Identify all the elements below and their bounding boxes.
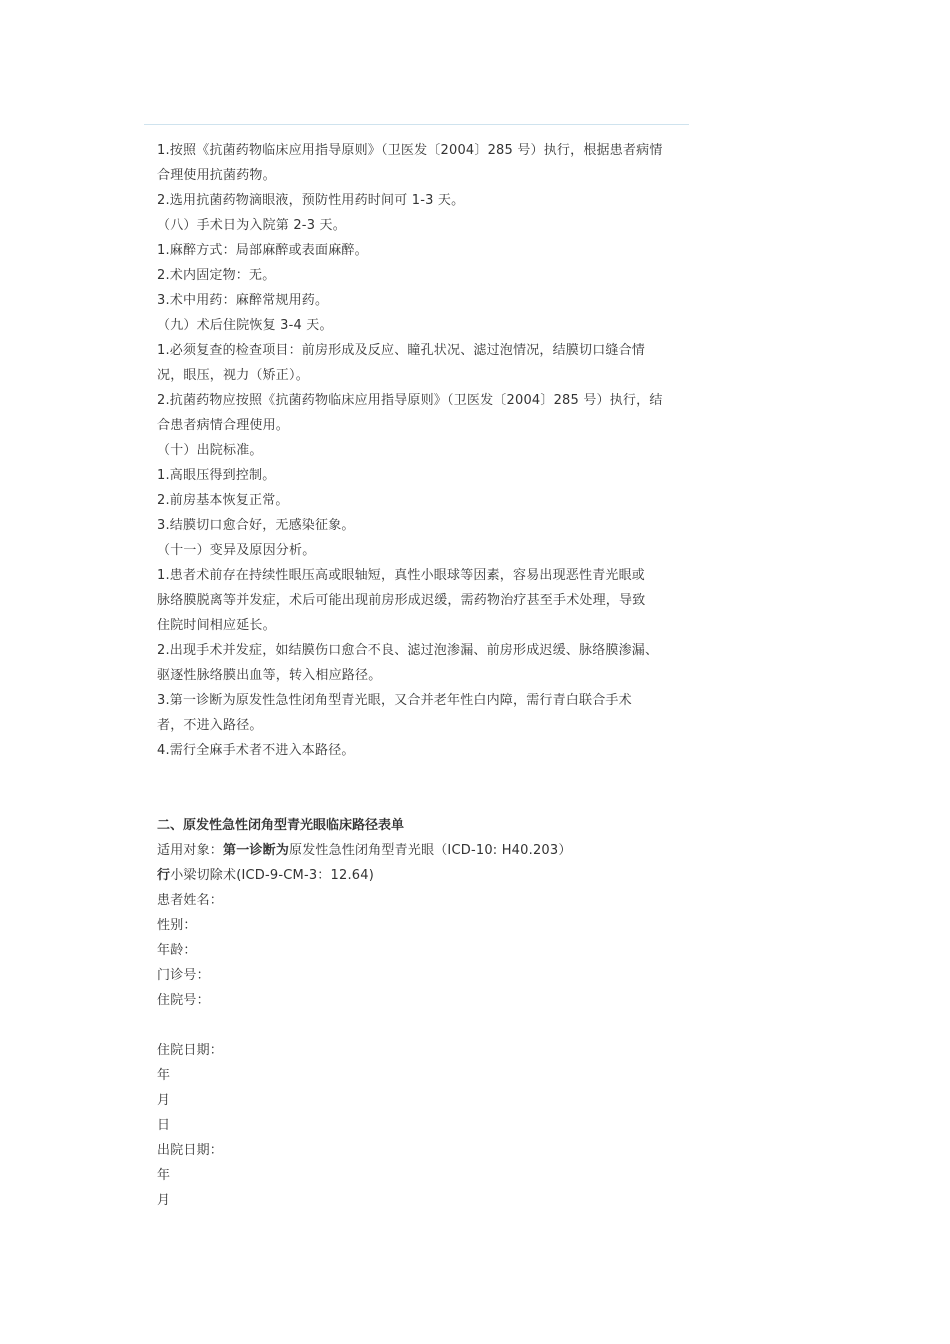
text-line: 4.需行全麻手术者不进入本路径。: [157, 743, 355, 758]
scope-line: [157, 838, 682, 863]
text-line: 1.按照《抗菌药物临床应用指导原则》（卫医发〔2004〕285 号）执行，根据患者病情: [157, 143, 663, 158]
text-line: 1.必须复查的检查项目：前房形成及反应、瞳孔状况、滤过泡情况，结膜切口缝合情: [157, 343, 646, 358]
text-line: 2.术内固定物：无。: [157, 268, 276, 283]
field-outpatient-no: 门诊号：: [157, 968, 210, 983]
scope-bold: 第一诊断为: [223, 843, 290, 858]
field-admission-month: 月: [157, 1093, 171, 1108]
pathway-text-block: [157, 138, 682, 763]
section-heading-8: （八）手术日为入院第 2-3 天。: [157, 218, 346, 233]
text-line: 驱逐性脉络膜出血等，转入相应路径。: [157, 668, 382, 683]
procedure-name: 小梁切除术(ICD-9-CM-3：12.64): [170, 868, 374, 883]
field-admission-year: 年: [157, 1068, 171, 1083]
scope-diagnosis: 原发性急性闭角型青光眼（ICD-10: H40.203）: [289, 843, 572, 858]
text-line: 者，不进入路径。: [157, 718, 263, 733]
text-line: 2.前房基本恢复正常。: [157, 493, 289, 508]
text-line: 合患者病情合理使用。: [157, 418, 290, 433]
procedure-bold: 行: [157, 868, 171, 883]
text-line: 脉络膜脱离等并发症，术后可能出现前房形成迟缓，需药物治疗甚至手术处理，导致: [157, 593, 646, 608]
field-age: 年龄：: [157, 943, 197, 958]
section-gap: [157, 763, 682, 813]
field-gender: 性别：: [157, 918, 197, 933]
section-heading-10: （十）出院标准。: [157, 443, 263, 458]
text-line: 1.高眼压得到控制。: [157, 468, 276, 483]
text-line: 3.第一诊断为原发性急性闭角型青光眼，又合并老年性白内障，需行青白联合手术: [157, 693, 632, 708]
text-line: 合理使用抗菌药物。: [157, 168, 276, 183]
procedure-line: [157, 863, 682, 888]
field-patient-name: 患者姓名：: [157, 893, 224, 908]
text-line: 2.选用抗菌药物滴眼液，预防性用药时间可 1-3 天。: [157, 193, 465, 208]
text-line: 3.术中用药：麻醉常规用药。: [157, 293, 329, 308]
text-line: 况，眼压，视力（矫正）。: [157, 368, 309, 383]
field-admission-date: 住院日期：: [157, 1043, 224, 1058]
text-line: 2.抗菌药物应按照《抗菌药物临床应用指导原则》（卫医发〔2004〕285 号）执行，结: [157, 393, 663, 408]
field-gap: [157, 1013, 682, 1038]
field-discharge-month: 月: [157, 1193, 171, 1208]
text-line: 3.结膜切口愈合好，无感染征象。: [157, 518, 355, 533]
field-inpatient-no: 住院号：: [157, 993, 210, 1008]
text-line: 1.麻醉方式：局部麻醉或表面麻醉。: [157, 243, 368, 258]
field-discharge-year: 年: [157, 1168, 171, 1183]
text-line: 1.患者术前存在持续性眼压高或眼轴短，真性小眼球等因素，容易出现恶性青光眼或: [157, 568, 646, 583]
text-line: 住院时间相应延长。: [157, 618, 276, 633]
section-heading-9: （九）术后住院恢复 3-4 天。: [157, 318, 333, 333]
form-title: 二、原发性急性闭角型青光眼临床路径表单: [157, 818, 405, 833]
scope-prefix: 适用对象：: [157, 843, 224, 858]
field-discharge-date: 出院日期：: [157, 1143, 224, 1158]
section-heading-11: （十一）变异及原因分析。: [157, 543, 316, 558]
top-divider: [144, 124, 689, 125]
field-admission-day: 日: [157, 1118, 171, 1133]
document-body: [157, 138, 682, 1213]
text-line: 2.出现手术并发症，如结膜伤口愈合不良、滤过泡渗漏、前房形成迟缓、脉络膜渗漏、: [157, 643, 659, 658]
